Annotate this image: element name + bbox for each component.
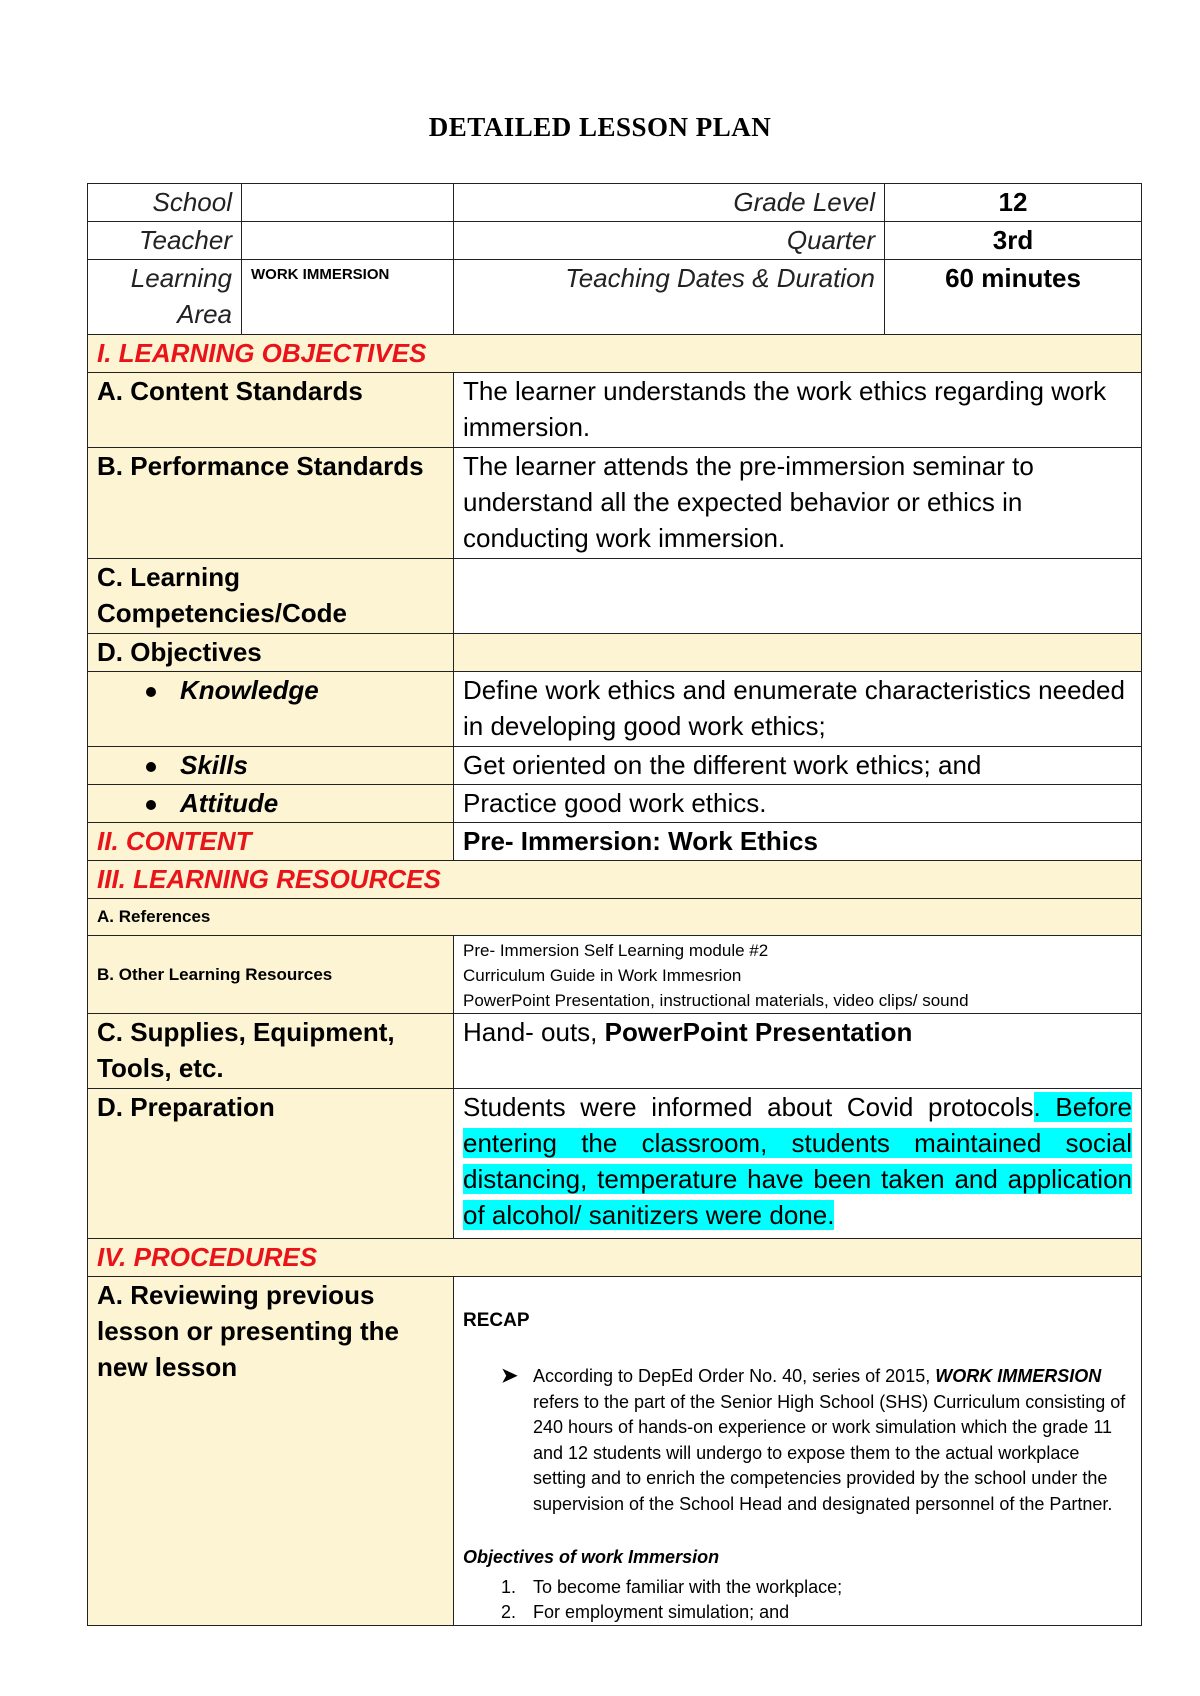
- resource-item: PowerPoint Presentation, instructional materials, video clips/ sound: [463, 991, 969, 1010]
- quarter-label: Quarter: [454, 222, 885, 260]
- row-knowledge: [88, 672, 1142, 747]
- objectives-value: [454, 634, 1142, 672]
- learning-competencies-label: C. Learning Competencies/Code: [88, 559, 454, 634]
- attitude-label: Attitude: [88, 785, 454, 823]
- section-learning-resources: III. LEARNING RESOURCES: [88, 861, 1142, 899]
- row-attitude: [88, 785, 1142, 823]
- row-preparation: [88, 1089, 1142, 1239]
- teaching-dates-label: Teaching Dates & Duration: [454, 260, 885, 335]
- resource-item: Pre- Immersion Self Learning module #2: [463, 941, 769, 960]
- bullet-icon: [146, 800, 156, 810]
- grade-level-value: 12: [885, 184, 1142, 222]
- bullet-icon: [146, 762, 156, 772]
- performance-standards-label: B. Performance Standards: [88, 448, 454, 559]
- recap-heading: RECAP: [463, 1310, 530, 1331]
- learning-area-label: Learning Area: [88, 260, 242, 335]
- recap-item: ➤ According to DepEd Order No. 40, series of 2015, WORK IMMERSION refers to the part of the Senior High School (SHS) Curriculum consisting of 240 hours of hands-on experience or work simulation which the grade 11 and 12 students will undergo to expose them to the actual workplace setting and to enrich the competencies provided by the school under the supervision of the School Head and designated personnel of the Partner.: [501, 1365, 1126, 1514]
- lesson-plan-table: [87, 183, 1142, 1626]
- row-learning-competencies: [88, 559, 1142, 634]
- teaching-dates-value: 60 minutes: [885, 260, 1142, 335]
- attitude-value: Practice good work ethics.: [454, 785, 1142, 823]
- content-standards-value: The learner understands the work ethics regarding work immersion.: [454, 373, 1142, 448]
- document-title: DETAILED LESSON PLAN: [428, 112, 772, 142]
- knowledge-label: Knowledge: [88, 672, 454, 747]
- content-section-label: II. CONTENT: [88, 823, 454, 861]
- quarter-value: 3rd: [885, 222, 1142, 260]
- list-item: 1. To become familiar with the workplace;: [501, 1577, 843, 1597]
- row-content-standards: [88, 373, 1142, 448]
- row-objectives: [88, 634, 1142, 672]
- skills-label: Skills: [88, 747, 454, 785]
- resource-item: Curriculum Guide in Work Immesrion: [463, 966, 742, 985]
- content-value: Pre- Immersion: Work Ethics: [454, 823, 1142, 861]
- teacher-label: Teacher: [88, 222, 242, 260]
- objectives-of-immersion-title: Objectives of work Immersion: [463, 1547, 720, 1567]
- list-item: 2. For employment simulation; and: [501, 1602, 790, 1622]
- header-row-area: [88, 260, 1142, 335]
- preparation-value: Students were informed about Covid protocols. Before entering the classroom, students maintained social distancing, temperature have been taken and application of alcohol/ sanitizers were done.: [454, 1089, 1142, 1239]
- row-reviewing: [88, 1277, 1142, 1626]
- section-procedures: IV. PROCEDURES: [88, 1239, 1142, 1277]
- grade-level-label: Grade Level: [454, 184, 885, 222]
- teacher-value: [242, 222, 454, 260]
- objectives-label: D. Objectives: [88, 634, 454, 672]
- supplies-value: Hand- outs, PowerPoint Presentation: [454, 1014, 1142, 1089]
- learning-competencies-value: [454, 559, 1142, 634]
- bullet-icon: [146, 687, 156, 697]
- row-content: [88, 823, 1142, 861]
- row-skills: [88, 747, 1142, 785]
- learning-area-value: WORK IMMERSION: [242, 260, 454, 335]
- content-standards-label: A. Content Standards: [88, 373, 454, 448]
- row-performance-standards: [88, 448, 1142, 559]
- header-row-teacher: [88, 222, 1142, 260]
- row-other-resources: [88, 936, 1142, 1014]
- highlighted-text: . Before entering the classroom, students maintained social distancing, temperature have been taken and application of alcohol/ sanitizers were done.: [463, 1092, 1132, 1230]
- preparation-label: D. Preparation: [88, 1089, 454, 1239]
- row-references: [88, 899, 1142, 936]
- references-label: A. References: [88, 899, 1142, 936]
- reviewing-content: [454, 1277, 1142, 1626]
- row-supplies: [88, 1014, 1142, 1089]
- skills-value: Get oriented on the different work ethics; and: [454, 747, 1142, 785]
- school-value: [242, 184, 454, 222]
- other-resources-label: B. Other Learning Resources: [88, 936, 454, 1014]
- section-learning-objectives: I. LEARNING OBJECTIVES: [88, 335, 1142, 373]
- arrow-bullet-icon: ➤: [501, 1365, 518, 1387]
- other-resources-list: [454, 936, 1142, 1014]
- performance-standards-value: The learner attends the pre-immersion seminar to understand all the expected behavior or ethics in conducting work immersion.: [454, 448, 1142, 559]
- school-label: School: [88, 184, 242, 222]
- supplies-label: C. Supplies, Equipment, Tools, etc.: [88, 1014, 454, 1089]
- header-row-school: [88, 184, 1142, 222]
- reviewing-label: A. Reviewing previous lesson or presenting the new lesson: [88, 1277, 454, 1626]
- knowledge-value: Define work ethics and enumerate characteristics needed in developing good work ethics;: [454, 672, 1142, 747]
